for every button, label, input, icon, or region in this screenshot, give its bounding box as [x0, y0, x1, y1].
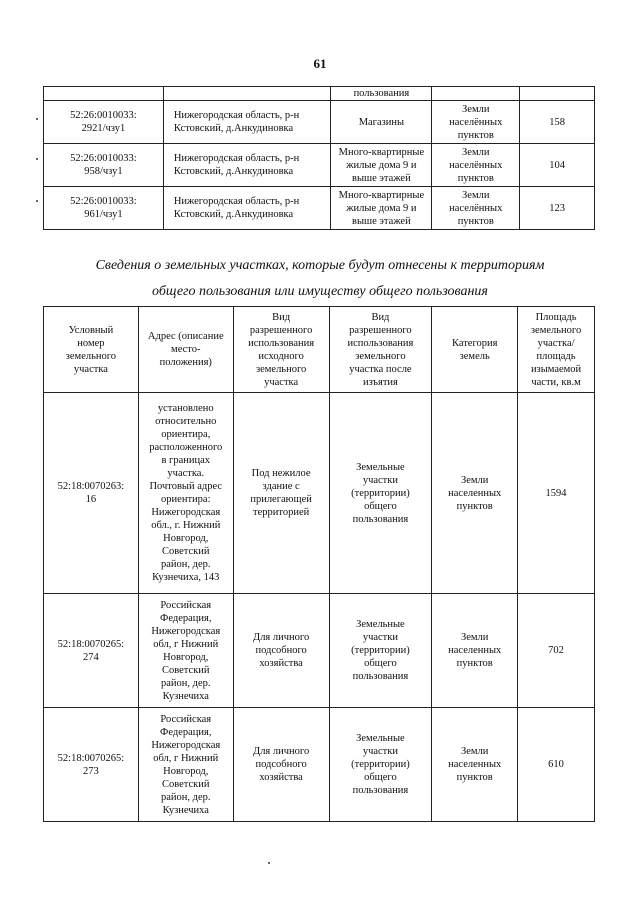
scan-mark	[36, 200, 38, 202]
parcel-area: 104	[520, 144, 595, 187]
header-new-use: Вид разрешенного использования земельного участка после изъятия	[329, 307, 432, 393]
plot-area: 1594	[518, 393, 595, 594]
plot-new-use: Земельные участки (территории) общего пользования	[329, 708, 432, 822]
plot-original-use: Для личного подсобного хозяйства	[233, 708, 329, 822]
header-address: Адрес (описание место- положения)	[138, 307, 233, 393]
parcel-category: Земли населённых пунктов	[432, 101, 520, 144]
plot-address: установлено относительно ориентира, расположенного в границах участка. Почтовый адрес ориентира: Нижегородская обл., г. Нижний Новгород, Советский район, дер. Кузнечиха, 143	[138, 393, 233, 594]
table-row	[44, 144, 595, 187]
plot-number: 52:18:0070265: 274	[44, 594, 139, 708]
parcel-area: 123	[520, 187, 595, 230]
table-row	[44, 594, 595, 708]
table-row	[44, 187, 595, 230]
plot-area: 702	[518, 594, 595, 708]
plot-number: 52:18:0070263: 16	[44, 393, 139, 594]
parcel-address: Нижегородская область, р-н Кстовский, д.Анкудиновка	[163, 144, 331, 187]
parcel-number: 52:26:0010033: 961/чзу1	[44, 187, 164, 230]
header-number: Условный номер земельного участка	[44, 307, 139, 393]
continuation-cell: пользования	[331, 87, 432, 101]
header-row	[44, 307, 595, 393]
land-plots-table	[43, 306, 595, 822]
parcel-use: Много-квартирные жилые дома 9 и выше этажей	[331, 187, 432, 230]
header-category: Категория земель	[432, 307, 518, 393]
section-heading-line2: общего пользования или имуществу общего пользования	[152, 284, 488, 299]
page-number: 61	[313, 56, 327, 71]
plot-address: Российская Федерация, Нижегородская обл, г Нижний Новгород, Советский район, дер. Кузнечиха	[138, 708, 233, 822]
parcel-area: 158	[520, 101, 595, 144]
parcel-number: 52:26:0010033: 2921/чзу1	[44, 101, 164, 144]
plot-new-use: Земельные участки (территории) общего пользования	[329, 594, 432, 708]
table-row	[44, 87, 595, 101]
parcel-address: Нижегородская область, р-н Кстовский, д.Анкудиновка	[163, 187, 331, 230]
plot-category: Земли населенных пунктов	[432, 708, 518, 822]
table-row	[44, 708, 595, 822]
plot-original-use: Под нежилое здание с прилегающей территорией	[233, 393, 329, 594]
plot-category: Земли населенных пунктов	[432, 594, 518, 708]
scan-mark	[36, 158, 38, 160]
parcel-category: Земли населённых пунктов	[432, 187, 520, 230]
parcel-use: Магазины	[331, 101, 432, 144]
plot-address: Российская Федерация, Нижегородская обл, г Нижний Новгород, Советский район, дер. Кузнечиха	[138, 594, 233, 708]
top-table	[43, 86, 595, 230]
plot-area: 610	[518, 708, 595, 822]
scan-mark	[268, 862, 270, 864]
scan-mark	[36, 118, 38, 120]
table-row	[44, 393, 595, 594]
plot-category: Земли населенных пунктов	[432, 393, 518, 594]
table-row	[44, 101, 595, 144]
section-heading-line1: Сведения о земельных участках, которые будут отнесены к территориям	[95, 258, 545, 273]
parcel-use: Много-квартирные жилые дома 9 и выше этажей	[331, 144, 432, 187]
plot-original-use: Для личного подсобного хозяйства	[233, 594, 329, 708]
header-original-use: Вид разрешенного использования исходного земельного участка	[233, 307, 329, 393]
plot-new-use: Земельные участки (территории) общего пользования	[329, 393, 432, 594]
parcel-number: 52:26:0010033: 958/чзу1	[44, 144, 164, 187]
plot-number: 52:18:0070265: 273	[44, 708, 139, 822]
header-area: Площадь земельного участка/ площадь изымаемой части, кв.м	[518, 307, 595, 393]
parcel-address: Нижегородская область, р-н Кстовский, д.Анкудиновка	[163, 101, 331, 144]
parcel-category: Земли населённых пунктов	[432, 144, 520, 187]
